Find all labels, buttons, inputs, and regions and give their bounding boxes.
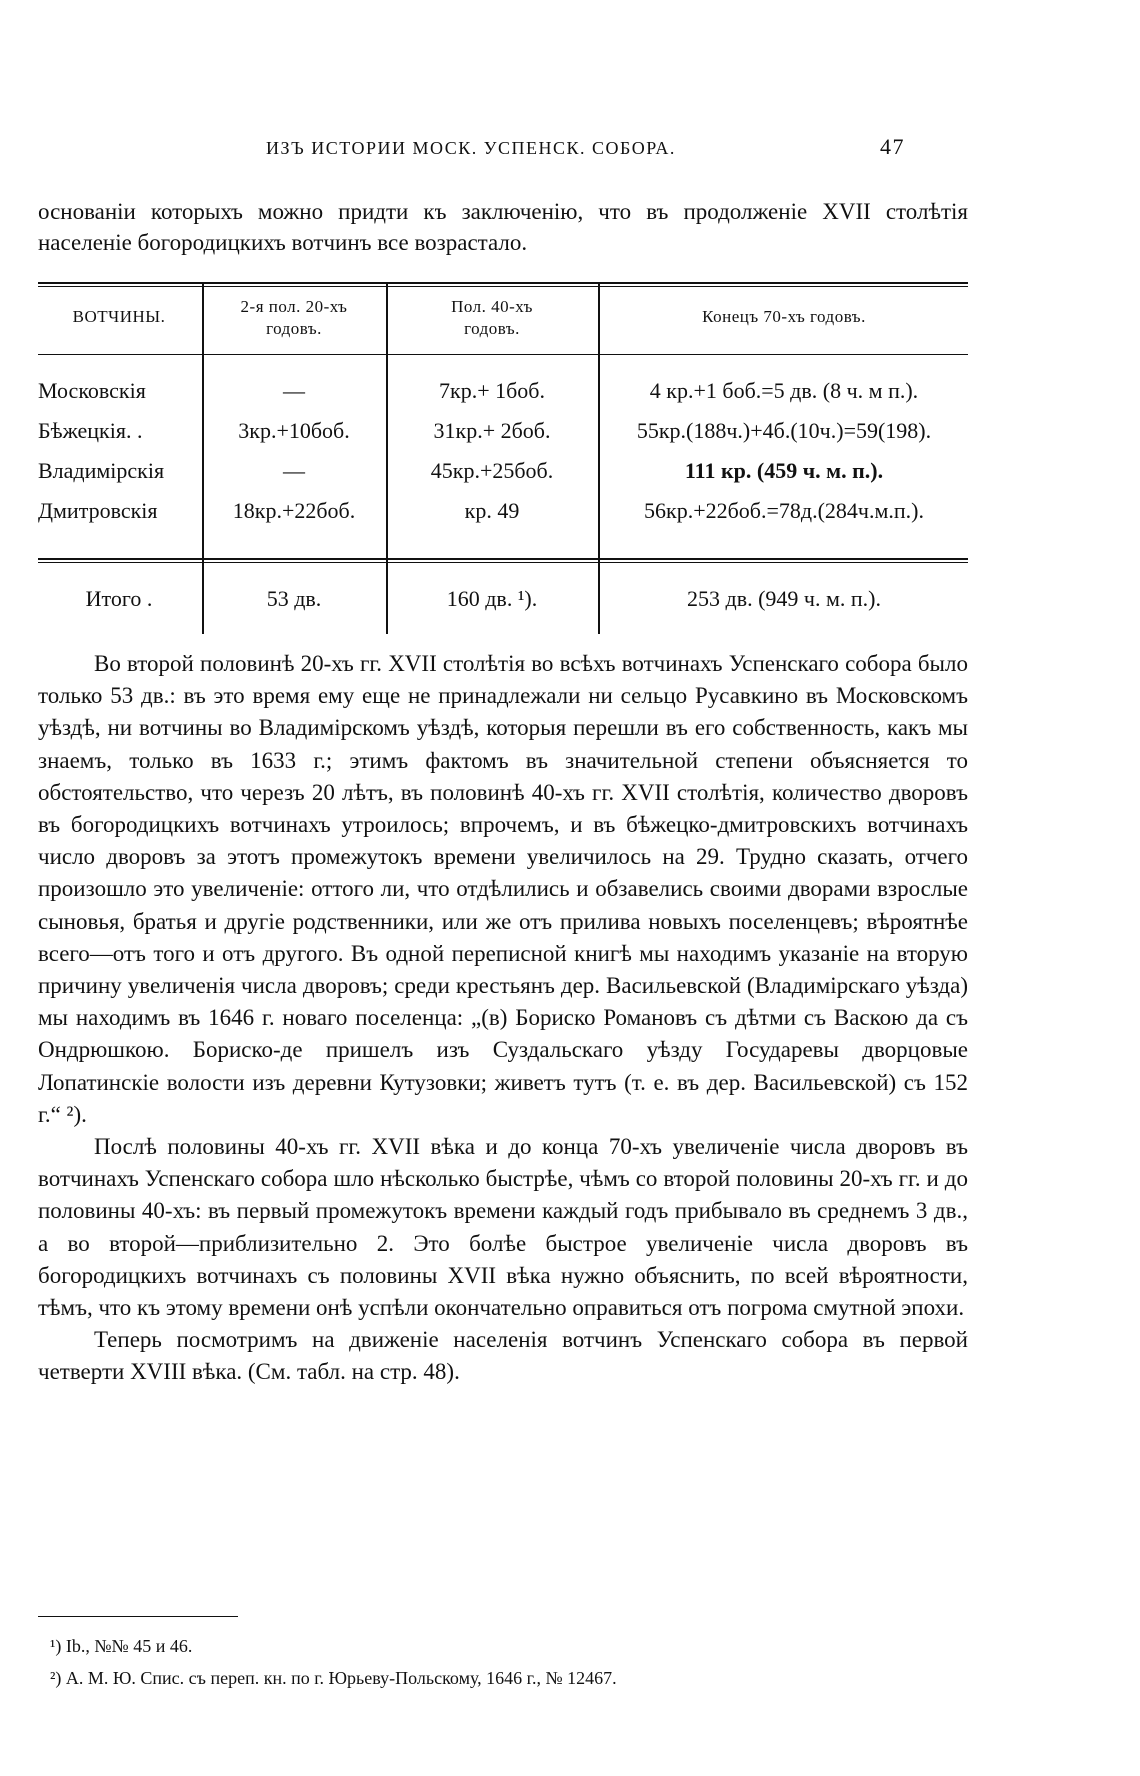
households-table <box>38 282 968 634</box>
table-header-rule <box>38 354 968 355</box>
header-70s: Конецъ 70-хъ годовъ. <box>702 307 866 326</box>
row-value-20s: — <box>283 378 305 403</box>
total-label: Итого . <box>85 586 153 611</box>
row-value-20s: 3кр.+10боб. <box>238 418 350 443</box>
row-value-40s: 7кр.+ 1боб. <box>439 378 545 403</box>
row-value-40s: кр. 49 <box>464 498 520 523</box>
paragraph: Во второй половинѣ 20-хъ гг. XVII столѣтiя во всѣхъ вотчинахъ Успенскаго собора было только 53 дв.: въ это время ему еще не принадлежали ни сельцо Русавкино въ Московскомъ уѣздѣ, ни вотчины во Владимiрскомъ уѣздѣ, которыя перешли въ его собственность, какъ мы знаемъ, только въ 1633 г.; этимъ фактомъ въ значительной степени объясняется то обстоятельство, что черезъ 20 лѣтъ, въ половинѣ 40-хъ гг. XVII столѣтiя, количество дворовъ въ богородицкихъ вотчинахъ утроилось; впрочемъ, и въ бѣжецко-дмитровскихъ вотчинахъ число дворовъ за этотъ промежутокъ времени увеличилось на 29. Трудно сказать, отчего произошло это увеличенiе: оттого ли, что отдѣлились и обзавелись своими дворами взрослые сыновья, братья и другiе родственники, или же отъ прилива новыхъ поселенцевъ; вѣроятнѣе всего—отъ того и отъ другого. Въ одной переписной книгѣ мы находимъ указанiе на вторую причину увеличенiя числа дворовъ; среди крестьянъ дер. Васильевской (Владимiрскаго уѣзда) мы находимъ въ 1646 г. новаго поселенца: „(в) Бориско Романовъ съ дѣтми съ Васкою да съ Ондрюшкою. Бориско-де пришелъ изъ Суздальскаго уѣзду Государевы дворцовые Лопатинскiе волости изъ деревни Кутузовки; живетъ тутъ (т. е. въ дер. Васильевской) съ 152 г.“ ²). <box>38 651 968 1127</box>
row-value-20s: — <box>283 458 305 483</box>
page-number: 47 <box>880 134 905 159</box>
footnotes <box>38 1630 968 1694</box>
total-value-20s: 53 дв. <box>266 586 322 611</box>
row-name: Бѣжецкiя. . <box>38 418 143 443</box>
table-top-rule <box>38 282 968 284</box>
table-total-rule-thin <box>38 562 968 563</box>
total-value-40s: 160 дв. ¹). <box>446 586 538 611</box>
row-name: Московскiя <box>38 378 146 403</box>
footnote: ²) А. М. Ю. Спис. съ переп. кн. по г. Юрьеву-Польскому, 1646 г., № 12467. <box>50 1668 617 1688</box>
row-value-40s: 31кр.+ 2боб. <box>433 418 551 443</box>
row-value-20s: 18кр.+22боб. <box>232 498 356 523</box>
intro-paragraph: основанiи которыхъ можно придти къ заключенiю, что въ продолженiе XVII столѣтiя населенiе богородицкихъ вотчинъ все возрастало. <box>38 199 968 255</box>
body-text <box>38 648 968 1389</box>
table-total-rule <box>38 558 968 560</box>
header-estates: ВОТЧИНЫ. <box>72 307 166 326</box>
running-title: ИЗЪ ИСТОРИИ МОСК. УСПЕНСК. СОБОРА. <box>266 138 676 158</box>
row-name: Владимiрскiя <box>38 458 165 483</box>
total-value-70s: 253 дв. (949 ч. м. п.). <box>687 586 881 611</box>
row-value-40s: 45кр.+25боб. <box>430 458 554 483</box>
header-40s: Пол. 40-хъ годовъ. <box>451 297 533 338</box>
row-value-70s: 56кр.+22боб.=78д.(284ч.м.п.). <box>644 498 924 523</box>
row-value-70s: 111 кр. (459 ч. м. п.). <box>684 458 884 483</box>
row-name: Дмитровскiя <box>38 498 158 523</box>
running-head <box>38 134 968 168</box>
footnote-rule <box>38 1616 238 1617</box>
paragraph: Послѣ половины 40-хъ гг. XVII вѣка и до конца 70-хъ увеличенiе числа дворовъ въ вотчинахъ Успенскаго собора шло нѣсколько быстрѣе, чѣмъ со второй половины 20-хъ гг. и до половины 40-хъ: въ первый промежутокъ времени каждый годъ прибывало въ среднемъ 3 дв., а во второй—приблизительно 2. Это болѣе быстрое увеличенiе числа дворовъ въ богородицкихъ вотчинахъ съ половины XVII вѣка нужно объяснить, по всей вѣроятности, тѣмъ, что къ этому времени онѣ успѣли окончательно оправиться отъ погрома смутной эпохи. <box>38 1134 968 1321</box>
table-top-rule-thin <box>38 286 968 287</box>
row-value-70s: 55кр.(188ч.)+4б.(10ч.)=59(198). <box>636 418 932 443</box>
footnote: ¹) Ib., №№ 45 и 46. <box>50 1636 193 1656</box>
paragraph: Теперь посмотримъ на движенiе населенiя вотчинъ Успенскаго собора въ первой четверти XVIII вѣка. (См. табл. на стр. 48). <box>38 1327 968 1385</box>
row-value-70s: 4 кр.+1 боб.=5 дв. (8 ч. м п.). <box>649 378 919 403</box>
header-20s: 2-я пол. 20-хъ годовъ. <box>240 297 348 338</box>
